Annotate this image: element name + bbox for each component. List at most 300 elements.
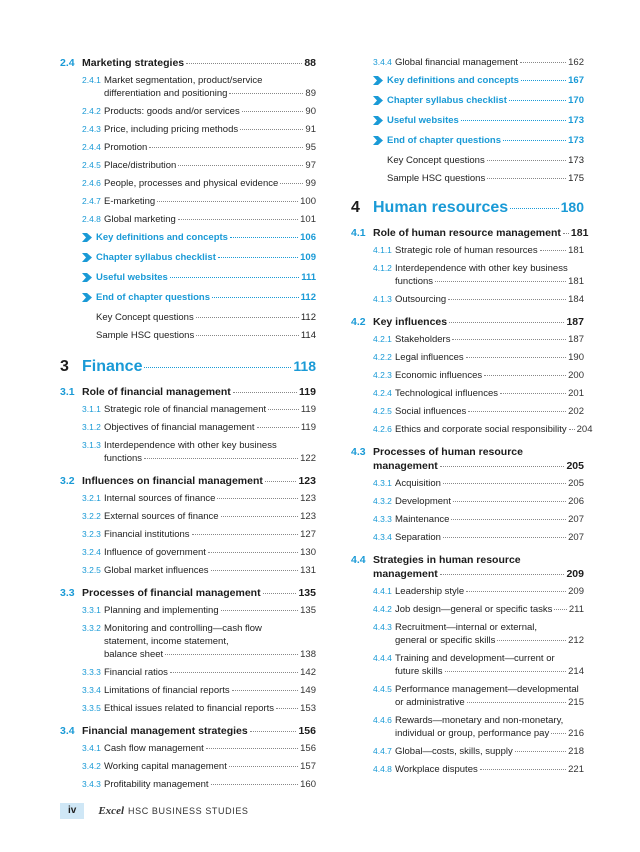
subsection-entry[interactable] <box>351 745 584 758</box>
entry-page: 160 <box>300 779 316 790</box>
entry-number: 4.1.2 <box>373 263 392 273</box>
entry-title: Global—costs, skills, supply <box>395 746 513 757</box>
dot-leader <box>503 140 566 141</box>
entry-page: 109 <box>300 252 316 263</box>
subsection-entry[interactable] <box>351 387 584 400</box>
entry-number: 4.3.2 <box>373 496 392 506</box>
entry-page: 89 <box>305 88 316 99</box>
entry-title: Promotion <box>104 142 148 153</box>
entry-page: 135 <box>298 587 316 599</box>
entry-page: 167 <box>568 75 584 86</box>
subsection-entry[interactable] <box>351 333 584 346</box>
entry-page: 216 <box>568 728 584 739</box>
entry-page: 123 <box>300 511 316 522</box>
subsection-entry[interactable] <box>60 421 316 434</box>
section-entry[interactable] <box>351 553 584 581</box>
dot-leader <box>229 93 303 94</box>
entry-title-line: Monitoring and controlling—cash flow <box>104 623 262 634</box>
entry-page: 205 <box>566 460 584 472</box>
entry-title: individual or group, performance pay <box>395 728 550 739</box>
entry-number: 3.4.3 <box>82 779 101 789</box>
question-entry[interactable] <box>351 154 584 167</box>
dot-leader <box>540 250 567 251</box>
entry-number: 4.1.3 <box>373 294 392 304</box>
subsection-entry[interactable] <box>60 159 316 172</box>
subsection-entry[interactable] <box>60 403 316 416</box>
dot-leader <box>206 748 298 749</box>
subsection-entry[interactable] <box>60 666 316 679</box>
entry-page: 187 <box>566 316 584 328</box>
entry-page: 122 <box>300 453 316 464</box>
dot-leader <box>233 392 297 393</box>
entry-page: 149 <box>300 685 316 696</box>
entry-page: 204 <box>576 424 593 435</box>
entry-number: 4.3 <box>351 446 366 458</box>
toc-column-left <box>60 56 316 796</box>
subsection-entry[interactable] <box>60 74 316 100</box>
subsection-entry[interactable] <box>60 177 316 190</box>
dot-leader <box>520 62 566 63</box>
section-entry[interactable] <box>60 724 316 738</box>
entry-number: 4.3.3 <box>373 514 392 524</box>
dot-leader <box>211 570 299 571</box>
dot-leader <box>208 552 298 553</box>
entry-title: Key definitions and concepts <box>96 232 228 243</box>
entry-title: Influences on financial management <box>82 475 263 487</box>
subsection-entry[interactable] <box>60 492 316 505</box>
entry-title: Sample HSC questions <box>387 173 486 184</box>
entry-title: Leadership style <box>395 586 465 597</box>
subsection-entry[interactable] <box>60 213 316 226</box>
dot-leader <box>480 769 566 770</box>
entry-page: 207 <box>568 514 584 525</box>
entry-title: Marketing strategies <box>82 57 185 69</box>
entry-page: 156 <box>298 725 316 737</box>
entry-title: or administrative <box>395 697 465 708</box>
question-entry[interactable] <box>351 172 584 185</box>
entry-title: Workplace disputes <box>395 764 478 775</box>
subsection-entry[interactable] <box>351 652 584 678</box>
section-entry[interactable] <box>60 56 316 70</box>
subsection-entry[interactable] <box>351 621 584 647</box>
subsection-entry[interactable] <box>351 683 584 709</box>
entry-page: 119 <box>300 404 316 415</box>
entry-title: management <box>373 568 438 580</box>
entry-title: Sample HSC questions <box>96 330 195 341</box>
entry-number: 2.4.1 <box>82 75 101 85</box>
subsection-entry[interactable] <box>60 760 316 773</box>
dot-leader <box>221 516 299 517</box>
section-entry[interactable] <box>60 586 316 600</box>
entry-number: 4.1 <box>351 227 366 239</box>
entry-page: 187 <box>568 334 584 345</box>
entry-number: 2.4.5 <box>82 160 101 170</box>
entry-page: 138 <box>300 649 316 660</box>
entry-page: 91 <box>305 124 316 135</box>
entry-page: 162 <box>568 57 584 68</box>
entry-title: Global financial management <box>395 57 519 68</box>
dot-leader <box>212 297 299 298</box>
entry-title: Working capital management <box>104 761 227 772</box>
entry-title-line: Performance management—developmental <box>395 684 579 695</box>
dot-leader <box>452 339 566 340</box>
entry-page: 181 <box>570 227 589 239</box>
subsection-entry[interactable] <box>351 603 584 616</box>
chapter-heading[interactable] <box>60 358 316 376</box>
chapter-title: Finance <box>82 358 143 375</box>
entry-number: 4.2 <box>351 316 366 328</box>
entry-page: 173 <box>568 155 584 166</box>
dot-leader <box>563 233 569 234</box>
subsection-entry[interactable] <box>351 477 584 490</box>
entry-title: Global marketing <box>104 214 176 225</box>
entry-number: 3.2.5 <box>82 565 101 575</box>
entry-title: future skills <box>395 666 443 677</box>
entry-number: 3.1.1 <box>82 404 101 414</box>
entry-title: Useful websites <box>387 115 459 126</box>
dot-leader <box>448 299 566 300</box>
dot-leader <box>186 63 302 64</box>
entry-page: 97 <box>305 160 316 171</box>
entry-title: Global market influences <box>104 565 209 576</box>
entry-number: 2.4.6 <box>82 178 101 188</box>
entry-number: 2.4.3 <box>82 124 101 134</box>
dot-leader <box>451 519 566 520</box>
entry-title: Acquisition <box>395 478 441 489</box>
section-entry[interactable] <box>60 385 316 399</box>
entry-page: 106 <box>300 232 316 243</box>
entry-number: 3.3.4 <box>82 685 101 695</box>
entry-title: Economic influences <box>395 370 483 381</box>
entry-number: 3.1.3 <box>82 440 101 450</box>
arrow-chevron-icon <box>82 231 96 246</box>
subsection-entry[interactable] <box>351 293 584 306</box>
entry-number: 4.1.1 <box>373 245 392 255</box>
entry-page: 207 <box>568 532 584 543</box>
dot-leader <box>276 708 298 709</box>
entry-page: 112 <box>300 312 316 323</box>
feature-entry[interactable] <box>60 251 316 266</box>
entry-page: 173 <box>568 135 584 146</box>
subsection-entry[interactable] <box>351 423 593 436</box>
subsection-entry[interactable] <box>60 546 316 559</box>
section-entry[interactable] <box>351 445 584 473</box>
subsection-entry[interactable] <box>60 510 316 523</box>
arrow-chevron-icon <box>373 134 387 149</box>
entry-title: Useful websites <box>96 272 168 283</box>
entry-page: 202 <box>568 406 584 417</box>
entry-number: 4.4.4 <box>373 653 392 663</box>
entry-number: 2.4.4 <box>82 142 101 152</box>
dot-leader <box>230 237 298 238</box>
entry-title: Outsourcing <box>395 294 447 305</box>
dot-leader <box>144 458 298 459</box>
entry-number: 4.4.1 <box>373 586 392 596</box>
entry-page: 209 <box>568 586 584 597</box>
subsection-entry[interactable] <box>60 141 316 154</box>
dot-leader <box>449 322 564 323</box>
entry-page: 111 <box>301 272 316 283</box>
entry-title: Financial institutions <box>104 529 190 540</box>
section-entry[interactable] <box>60 474 316 488</box>
entry-page: 181 <box>568 245 584 256</box>
subsection-entry[interactable] <box>60 702 316 715</box>
dot-leader <box>229 766 298 767</box>
entry-title-line: Interdependence with other key business <box>395 263 568 274</box>
dot-leader <box>440 466 565 467</box>
dot-leader <box>468 411 566 412</box>
entry-title: Key Concept questions <box>96 312 194 323</box>
dot-leader <box>440 574 565 575</box>
feature-entry[interactable] <box>351 74 584 89</box>
entry-number: 2.4.2 <box>82 106 101 116</box>
dot-leader <box>192 534 299 535</box>
entry-page: 156 <box>300 743 316 754</box>
dot-leader <box>218 257 298 258</box>
entry-page: 119 <box>300 422 316 433</box>
entry-number: 3.3 <box>60 587 75 599</box>
entry-page: 157 <box>300 761 316 772</box>
entry-title: Key influences <box>373 316 448 328</box>
entry-page: 130 <box>300 547 316 558</box>
entry-number: 4.2.2 <box>373 352 392 362</box>
entry-number: 3.1 <box>60 386 75 398</box>
toc-column-right <box>351 56 593 781</box>
feature-entry[interactable] <box>60 231 316 246</box>
subsection-entry[interactable] <box>60 528 316 541</box>
subsection-entry[interactable] <box>60 742 316 755</box>
entry-number: 4.4.5 <box>373 684 392 694</box>
dot-leader <box>221 610 299 611</box>
dot-leader <box>521 80 566 81</box>
entry-page: 127 <box>300 529 316 540</box>
entry-title: Key definitions and concepts <box>387 75 519 86</box>
entry-title-line: Strategies in human resource <box>373 554 521 566</box>
section-entry[interactable] <box>351 226 589 240</box>
feature-entry[interactable] <box>351 134 584 149</box>
entry-title: Role of financial management <box>82 386 231 398</box>
arrow-chevron-icon <box>82 291 96 306</box>
dot-leader <box>445 671 567 672</box>
entry-title: E-marketing <box>104 196 156 207</box>
entry-title-line: statement, income statement, <box>104 636 229 647</box>
chapter-heading[interactable] <box>351 199 584 217</box>
entry-title-line: Interdependence with other key business <box>104 440 277 451</box>
dot-leader <box>509 100 566 101</box>
entry-number: 3.2.3 <box>82 529 101 539</box>
entry-number: 3.3.2 <box>82 623 101 633</box>
dot-leader <box>257 427 299 428</box>
dot-leader <box>240 129 303 130</box>
entry-title: functions <box>104 453 143 464</box>
chapter-title: Human resources <box>373 199 509 216</box>
entry-title: Key Concept questions <box>387 155 485 166</box>
dot-leader <box>242 111 304 112</box>
subsection-entry[interactable] <box>351 369 584 382</box>
entry-number: 3.4 <box>60 725 75 737</box>
entry-title: Cash flow management <box>104 743 204 754</box>
question-entry[interactable] <box>60 311 316 324</box>
subsection-entry[interactable] <box>351 405 584 418</box>
entry-page: 153 <box>300 703 316 714</box>
entry-page: 181 <box>568 276 584 287</box>
subsection-entry[interactable] <box>351 244 584 257</box>
entry-page: 214 <box>568 666 584 677</box>
dot-leader <box>443 483 566 484</box>
entry-page: 123 <box>300 493 316 504</box>
entry-title: External sources of finance <box>104 511 219 522</box>
entry-number: 4.4.8 <box>373 764 392 774</box>
subsection-entry[interactable] <box>60 195 316 208</box>
entry-number: 4.3.1 <box>373 478 392 488</box>
entry-number: 3.2 <box>60 475 75 487</box>
entry-title: Profitability management <box>104 779 209 790</box>
entry-number: 3.1.2 <box>82 422 101 432</box>
entry-number: 4.2.1 <box>373 334 392 344</box>
entry-title: functions <box>395 276 434 287</box>
subsection-entry[interactable] <box>60 622 316 661</box>
subsection-entry[interactable] <box>351 714 584 740</box>
dot-leader <box>265 481 297 482</box>
entry-title: Products: goods and/or services <box>104 106 240 117</box>
entry-title: differentiation and positioning <box>104 88 228 99</box>
entry-title: Internal sources of finance <box>104 493 216 504</box>
entry-number: 4.3.4 <box>373 532 392 542</box>
subsection-entry[interactable] <box>351 585 584 598</box>
entry-page: 201 <box>568 388 584 399</box>
entry-page: 190 <box>568 352 584 363</box>
dot-leader <box>263 593 297 594</box>
subsection-entry[interactable] <box>351 56 584 69</box>
dot-leader <box>280 183 303 184</box>
subsection-entry[interactable] <box>351 351 584 364</box>
entry-title: Objectives of financial management <box>104 422 255 433</box>
entry-page: 200 <box>568 370 584 381</box>
dot-leader <box>497 640 566 641</box>
entry-number: 3.3.3 <box>82 667 101 677</box>
dot-leader <box>149 147 303 148</box>
entry-page: 218 <box>568 746 584 757</box>
entry-page: 206 <box>568 496 584 507</box>
subsection-entry[interactable] <box>60 123 316 136</box>
entry-number: 4.4.6 <box>373 715 392 725</box>
entry-title: Financial management strategies <box>82 725 248 737</box>
dot-leader <box>165 654 298 655</box>
entry-title: Separation <box>395 532 441 543</box>
feature-entry[interactable] <box>351 114 584 129</box>
entry-page: 170 <box>568 95 584 106</box>
entry-number: 3.4.4 <box>373 57 392 67</box>
dot-leader <box>500 393 566 394</box>
entry-number: 3.3.1 <box>82 605 101 615</box>
feature-entry[interactable] <box>60 271 316 286</box>
arrow-chevron-icon <box>373 94 387 109</box>
entry-title: general or specific skills <box>395 635 496 646</box>
feature-entry[interactable] <box>60 291 316 306</box>
dot-leader <box>232 690 298 691</box>
entry-page: 209 <box>566 568 584 580</box>
entry-page: 90 <box>305 106 316 117</box>
page-footer <box>60 803 300 819</box>
chapter-number: 4 <box>351 199 360 216</box>
entry-page: 119 <box>299 386 316 398</box>
entry-number: 4.4.2 <box>373 604 392 614</box>
subsection-entry[interactable] <box>60 105 316 118</box>
entry-title: Social influences <box>395 406 467 417</box>
entry-title: Place/distribution <box>104 160 177 171</box>
subsection-entry[interactable] <box>60 604 316 617</box>
entry-number: 4.2.6 <box>373 424 392 434</box>
entry-number: 4.2.5 <box>373 406 392 416</box>
feature-entry[interactable] <box>351 94 584 109</box>
entry-title: Legal influences <box>395 352 464 363</box>
question-entry[interactable] <box>60 329 316 342</box>
subsection-entry[interactable] <box>60 439 316 465</box>
entry-title: Chapter syllabus checklist <box>96 252 216 263</box>
dot-leader <box>453 501 566 502</box>
dot-leader <box>443 537 566 538</box>
section-entry[interactable] <box>351 315 584 329</box>
dot-leader <box>170 672 298 673</box>
entry-number: 3.2.2 <box>82 511 101 521</box>
subsection-entry[interactable] <box>351 495 584 508</box>
subsection-entry[interactable] <box>351 262 584 288</box>
dot-leader <box>170 277 299 278</box>
entry-page: 211 <box>568 604 584 615</box>
entry-title: Maintenance <box>395 514 450 525</box>
entry-title: End of chapter questions <box>387 135 502 146</box>
subsection-entry[interactable] <box>351 531 584 544</box>
subsection-entry[interactable] <box>351 513 584 526</box>
entry-page: 99 <box>305 178 316 189</box>
entry-number: 4.4.3 <box>373 622 392 632</box>
dot-leader <box>157 201 298 202</box>
subsection-entry[interactable] <box>60 564 316 577</box>
entry-page: 142 <box>300 667 316 678</box>
entry-title: Influence of government <box>104 547 206 558</box>
entry-title: Ethical issues related to financial reports <box>104 703 275 714</box>
entry-number: 3.2.4 <box>82 547 101 557</box>
entry-title-line: Market segmentation, product/service <box>104 75 263 86</box>
dot-leader <box>551 733 566 734</box>
dot-leader <box>268 409 299 410</box>
subsection-entry[interactable] <box>60 684 316 697</box>
subsection-entry[interactable] <box>60 778 316 791</box>
entry-number: 4.2.4 <box>373 388 392 398</box>
chapter-page: 118 <box>293 358 316 374</box>
entry-title-line: Recruitment—internal or external, <box>395 622 538 633</box>
dot-leader <box>144 367 291 368</box>
entry-number: 4.4.7 <box>373 746 392 756</box>
entry-page: 123 <box>298 475 316 487</box>
entry-title: Planning and implementing <box>104 605 219 616</box>
entry-number: 3.4.2 <box>82 761 101 771</box>
dot-leader <box>467 702 566 703</box>
entry-page: 112 <box>300 292 316 303</box>
dot-leader <box>487 178 566 179</box>
entry-number: 4.2.3 <box>373 370 392 380</box>
entry-number: 3.3.5 <box>82 703 101 713</box>
dot-leader <box>196 317 299 318</box>
entry-title: Technological influences <box>395 388 498 399</box>
subsection-entry[interactable] <box>351 763 584 776</box>
dot-leader <box>211 784 299 785</box>
arrow-chevron-icon <box>82 251 96 266</box>
entry-page: 101 <box>300 214 316 225</box>
entry-page: 135 <box>300 605 316 616</box>
entry-page: 215 <box>568 697 584 708</box>
entry-page: 100 <box>300 196 316 207</box>
